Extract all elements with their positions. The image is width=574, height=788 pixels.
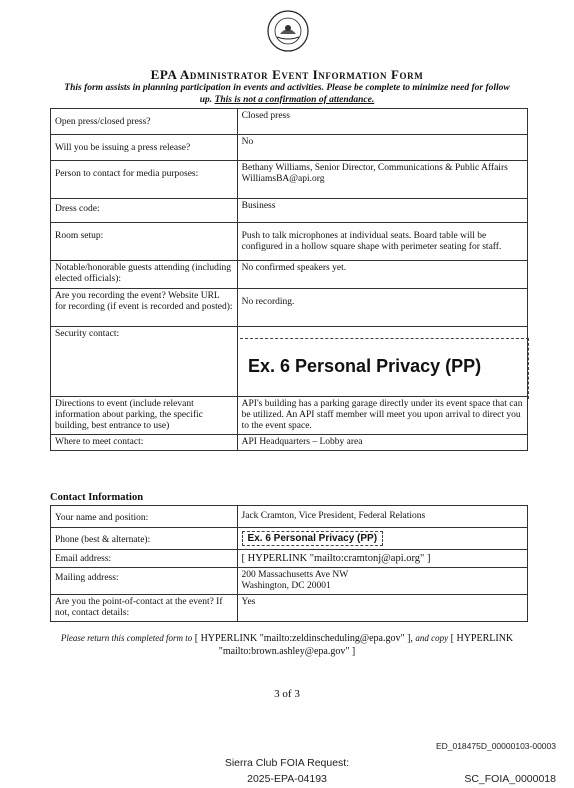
media-contact-email: WilliamsBA@api.org	[241, 174, 325, 184]
answer-cell: No recording.	[237, 289, 527, 327]
contact-info-table	[50, 505, 528, 622]
question-cell: Are you the point-of-contact at the event? If not, contact details:	[51, 595, 238, 622]
table-row	[51, 161, 528, 199]
redaction-box-phone: Ex. 6 Personal Privacy (PP)	[242, 531, 384, 546]
table-row	[51, 109, 528, 135]
page-number: 3 of 3	[274, 688, 300, 700]
table-row	[51, 595, 528, 622]
table-row	[51, 568, 528, 595]
question-cell: Email address:	[51, 550, 238, 568]
form-subtitle: This form assists in planning participation in events and activities. Please be complete to minimize need for follow up. This is not a confirmation of attendance.	[64, 83, 510, 105]
event-info-table	[50, 108, 528, 451]
return-link-2: [ HYPERLINK "mailto:brown.ashley@epa.gov" ]	[218, 633, 514, 657]
question-cell: Open press/closed press?	[51, 109, 238, 135]
question-cell: Are you recording the event? Website URL for recording (if event is recorded and posted):	[51, 289, 238, 327]
question-cell: Person to contact for media purposes:	[51, 161, 238, 199]
question-cell: Dress code:	[51, 199, 238, 223]
epa-seal-logo	[267, 10, 309, 52]
redaction-box-security	[240, 338, 529, 399]
question-cell: Notable/honorable guests attending (including elected officials):	[51, 261, 238, 289]
address-line-1: 200 Massachusetts Ave NW	[241, 570, 349, 580]
question-cell: Security contact:	[51, 327, 238, 397]
media-contact-name: Bethany Williams, Senior Director, Communications & Public Affairs	[241, 163, 508, 173]
table-row	[51, 289, 528, 327]
answer-cell	[237, 161, 527, 199]
question-cell: Mailing address:	[51, 568, 238, 595]
answer-cell: [ HYPERLINK "mailto:cramtonj@api.org" ]	[237, 550, 527, 568]
answer-cell: API's building has a parking garage directly under its event space that can be utilized. An API staff member will meet you upon arrival to direct you to the event space.	[237, 397, 527, 435]
question-cell: Directions to event (include relevant information about parking, the specific building, best entrance to use)	[51, 397, 238, 435]
question-cell: Your name and position:	[51, 506, 238, 528]
answer-cell: Yes	[237, 595, 527, 622]
answer-cell: Business	[237, 199, 527, 223]
sc-foia-id: SC_FOIA_0000018	[464, 773, 556, 785]
answer-cell: Push to talk microphones at individual seats. Board table will be configured in a hollow square shape with perimeter seating for staff.	[237, 223, 527, 261]
answer-cell: Jack Cramton, Vice President, Federal Relations	[237, 506, 527, 528]
foia-request-label: Sierra Club FOIA Request:	[224, 757, 350, 769]
return-link-1: [ HYPERLINK "mailto:zeldinscheduling@epa.gov" ],	[192, 633, 416, 644]
return-instructions	[40, 632, 534, 658]
table-row	[51, 435, 528, 451]
answer-cell: No confirmed speakers yet.	[237, 261, 527, 289]
redaction-label: Ex. 6 Personal Privacy (PP)	[248, 356, 482, 376]
table-row	[51, 261, 528, 289]
table-row	[51, 528, 528, 550]
foia-request-number: 2025-EPA-04193	[247, 773, 327, 785]
table-row	[51, 135, 528, 161]
answer-cell: Closed press	[237, 109, 527, 135]
question-cell: Where to meet contact:	[51, 435, 238, 451]
table-row	[51, 506, 528, 528]
return-middle: and copy	[415, 633, 449, 643]
question-cell: Phone (best & alternate):	[51, 528, 238, 550]
answer-cell	[237, 568, 527, 595]
table-row	[51, 550, 528, 568]
question-cell: Room setup:	[51, 223, 238, 261]
bates-number: ED_018475D_00000103-00003	[435, 741, 556, 751]
answer-cell: API Headquarters – Lobby area	[237, 435, 527, 451]
answer-cell	[237, 528, 527, 550]
answer-cell: No	[237, 135, 527, 161]
return-prefix: Please return this completed form to	[60, 633, 193, 643]
table-row	[51, 397, 528, 435]
table-row	[51, 199, 528, 223]
question-cell: Will you be issuing a press release?	[51, 135, 238, 161]
form-title: EPA Administrator Event Information Form	[150, 67, 424, 82]
address-line-2: Washington, DC 20001	[241, 581, 331, 591]
contact-heading: Contact Information	[50, 492, 144, 503]
table-row	[51, 223, 528, 261]
